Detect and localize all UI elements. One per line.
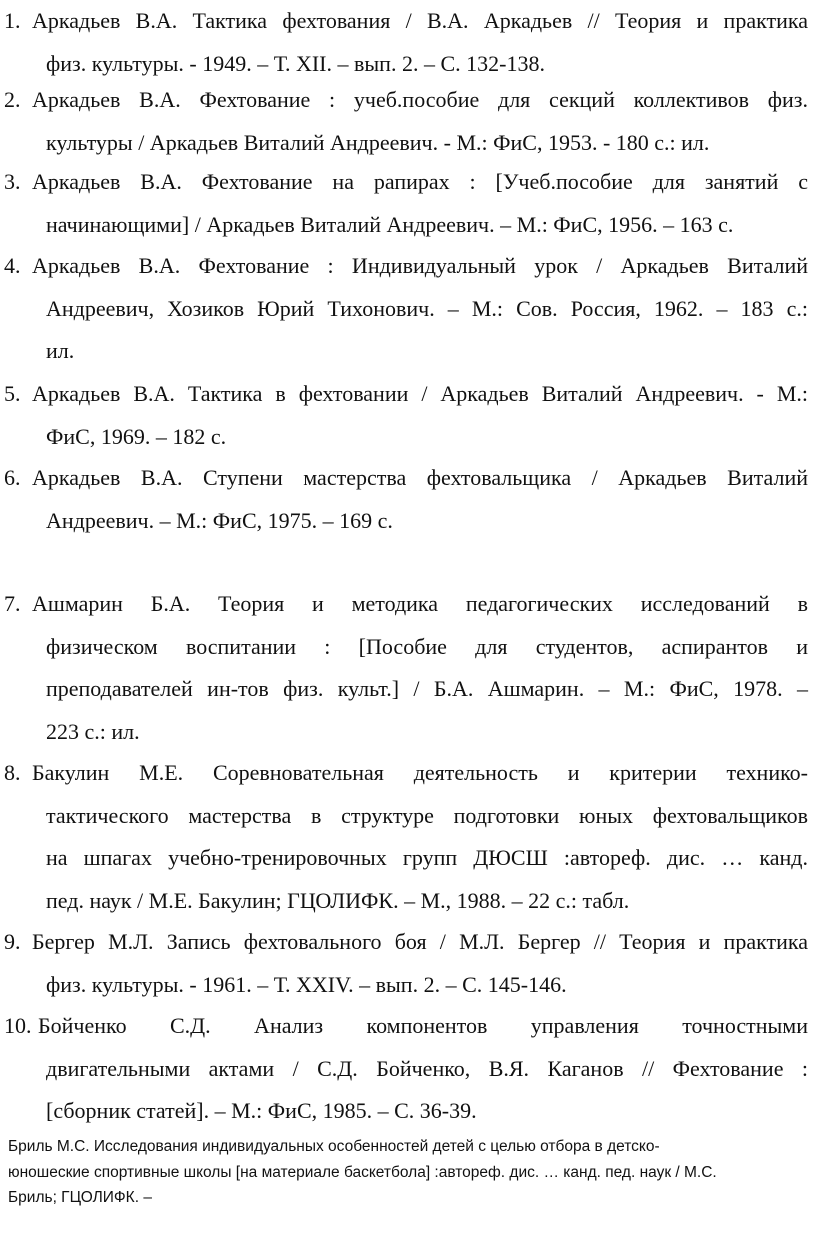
reference-text bbox=[32, 373, 808, 458]
reference-line: Бойченко С.Д. Анализ компонентов управления точностными bbox=[38, 1013, 808, 1038]
reference-line: физ. культуры. - 1949. – Т. XII. – вып. 2. – С. 132-138. bbox=[46, 50, 545, 76]
reference-text bbox=[32, 0, 808, 85]
reference-line: Аркадьев В.А. Фехтование : Индивидуальный урок / Аркадьев Виталий bbox=[32, 253, 808, 278]
reference-line: на шпагах учебно-тренировочных групп ДЮСШ :автореф. дис. … канд. bbox=[46, 845, 808, 870]
reference-line: Бакулин М.Е. Соревновательная деятельность и критерии технико- bbox=[32, 760, 808, 785]
reference-line: Аркадьев В.А. Тактика в фехтовании / Аркадьев Виталий Андреевич. - М.: bbox=[32, 381, 808, 406]
reference-line: [сборник статей]. – М.: ФиС, 1985. – С. 36-39. bbox=[46, 1098, 477, 1123]
reference-line: 223 с.: ил. bbox=[46, 718, 140, 744]
reference-number: 2. bbox=[4, 87, 21, 112]
reference-text bbox=[32, 245, 808, 373]
reference-line: физ. культуры. - 1961. – Т. XXIV. – вып. 2. – С. 145-146. bbox=[46, 971, 567, 997]
reference-number: 9. bbox=[4, 929, 21, 954]
footer-note-line: Бриль М.С. Исследования индивидуальных особенностей детей с целью отбора в детско- bbox=[8, 1138, 660, 1155]
reference-line: ил. bbox=[46, 338, 75, 363]
reference-line: Бергер М.Л. Запись фехтовального боя / М.Л. Бергер // Теория и практика bbox=[32, 929, 808, 954]
footer-note-line: юношеские спортивные школы [на материале баскетбола] :автореф. дис. … канд. пед. наук / М.С. bbox=[8, 1163, 717, 1181]
reference-number: 7. bbox=[4, 591, 21, 616]
reference-line: Андреевич, Хозиков Юрий Тихонович. – М.: Сов. Россия, 1962. – 183 с.: bbox=[46, 295, 808, 321]
reference-number: 4. bbox=[4, 253, 21, 278]
reference-number: 10. bbox=[4, 1013, 32, 1038]
footer-note-line: Бриль; ГЦОЛИФК. – bbox=[8, 1189, 152, 1206]
reference-text bbox=[32, 79, 808, 164]
reference-text bbox=[32, 161, 808, 246]
reference-line: Аркадьев В.А. Фехтование : учеб.пособие для секций коллективов физ. bbox=[32, 87, 808, 112]
reference-line: Аркадьев В.А. Тактика фехтования / В.А. Аркадьев // Теория и практика bbox=[32, 8, 808, 33]
reference-text bbox=[38, 1005, 808, 1133]
reference-line: Аркадьев В.А. Фехтование на рапирах : [Учеб.пособие для занятий с bbox=[32, 169, 808, 194]
footer-note bbox=[8, 1134, 804, 1211]
reference-text bbox=[32, 752, 808, 922]
reference-number: 8. bbox=[4, 760, 21, 785]
reference-line: Ашмарин Б.А. Теория и методика педагогических исследований в bbox=[32, 591, 808, 616]
reference-line: ФиС, 1969. – 182 с. bbox=[46, 423, 227, 449]
reference-number: 6. bbox=[4, 465, 21, 490]
reference-line: пед. наук / М.Е. Бакулин; ГЦОЛИФК. – М., 1988. – 22 с.: табл. bbox=[46, 887, 630, 913]
reference-line: начинающими] / Аркадьев Виталий Андреевич. – М.: ФиС, 1956. – 163 с. bbox=[46, 211, 734, 237]
reference-line: Аркадьев В.А. Ступени мастерства фехтовальщика / Аркадьев Виталий bbox=[32, 465, 808, 490]
reference-line: преподавателей ин-тов физ. культ.] / Б.А. Ашмарин. – М.: ФиС, 1978. – bbox=[46, 676, 808, 701]
reference-text bbox=[32, 583, 808, 753]
reference-text bbox=[32, 457, 808, 542]
reference-line: культуры / Аркадьев Виталий Андреевич. - М.: ФиС, 1953. - 180 с.: ил. bbox=[46, 129, 710, 155]
reference-line: двигательными актами / С.Д. Бойченко, В.Я. Каганов // Фехтование : bbox=[46, 1055, 808, 1081]
reference-text bbox=[32, 921, 808, 1006]
reference-number: 1. bbox=[4, 8, 21, 33]
reference-line: тактического мастерства в структуре подготовки юных фехтовальщиков bbox=[46, 802, 808, 828]
reference-line: Андреевич. – М.: ФиС, 1975. – 169 с. bbox=[46, 507, 393, 533]
reference-number: 3. bbox=[4, 169, 21, 194]
reference-number: 5. bbox=[4, 381, 21, 406]
reference-line: физическом воспитании : [Пособие для студентов, аспирантов и bbox=[46, 633, 808, 659]
